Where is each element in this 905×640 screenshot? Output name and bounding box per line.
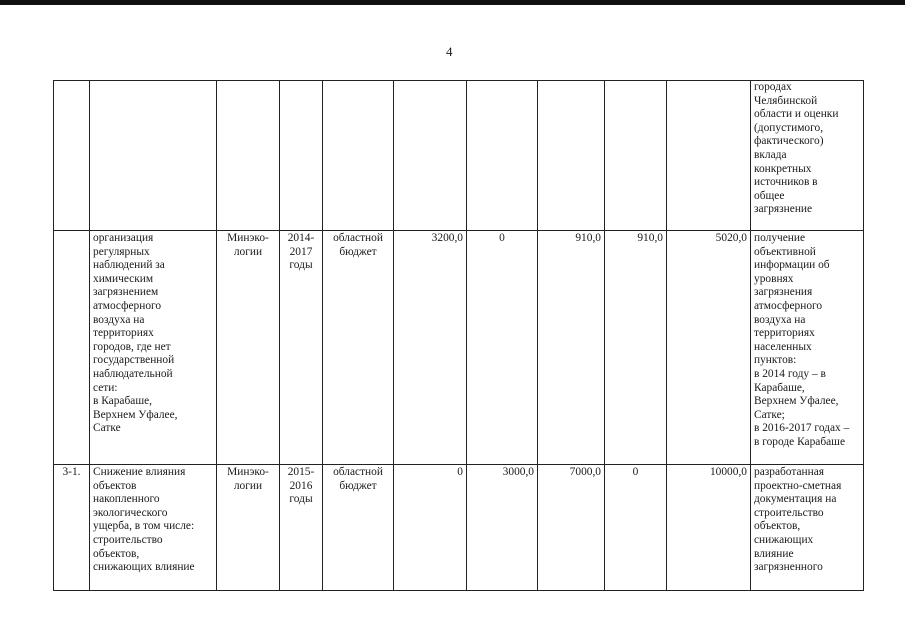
event-name-cell: Снижение влияния объектов накопленного экологического ущерба, в том числе: строительство объектов, снижающих влияние [90, 465, 217, 591]
program-measures-table [53, 80, 864, 591]
row-number-cell: 3-1. [54, 465, 90, 591]
event-name-cell [90, 81, 217, 231]
total-amount-cell [667, 81, 751, 231]
amount-cell-3: 910,0 [538, 231, 605, 465]
total-amount-cell: 5020,0 [667, 231, 751, 465]
table-row [54, 465, 864, 591]
page-number: 4 [446, 44, 453, 59]
amount-cell-4: 910,0 [605, 231, 667, 465]
period-cell: 2015- 2016 годы [280, 465, 323, 591]
executor-cell: Минэко- логии [217, 231, 280, 465]
top-border-rule [0, 0, 905, 5]
amount-cell-3 [538, 81, 605, 231]
amount-cell-2: 3000,0 [467, 465, 538, 591]
amount-cell-1: 0 [394, 465, 467, 591]
amount-cell-4: 0 [605, 465, 667, 591]
funding-source-cell [323, 81, 394, 231]
amount-cell-4 [605, 81, 667, 231]
expected-result-cell: городах Челябинской области и оценки (допустимого, фактического) вклада конкретных источников в общее загрязнение [751, 81, 864, 231]
expected-result-cell: получение объективной информации об уровнях загрязнения атмосферного воздуха на территориях населенных пунктов: в 2014 году – в Карабаше, Верхнем Уфалее, Сатке; в 2016-2017 годах – в городе Карабаше [751, 231, 864, 465]
amount-cell-2 [467, 81, 538, 231]
amount-cell-2: 0 [467, 231, 538, 465]
executor-cell: Минэко- логии [217, 465, 280, 591]
funding-source-cell: областной бюджет [323, 465, 394, 591]
row-number-cell [54, 231, 90, 465]
funding-source-cell: областной бюджет [323, 231, 394, 465]
amount-cell-3: 7000,0 [538, 465, 605, 591]
period-cell [280, 81, 323, 231]
executor-cell [217, 81, 280, 231]
expected-result-cell: разработанная проектно-сметная документация на строительство объектов, снижающих влияние загрязненного [751, 465, 864, 591]
total-amount-cell: 10000,0 [667, 465, 751, 591]
event-name-cell: организация регулярных наблюдений за химическим загрязнением атмосферного воздуха на территориях городов, где нет государственной наблюдательной сети: в Карабаше, Верхнем Уфалее, Сатке [90, 231, 217, 465]
table-row [54, 231, 864, 465]
period-cell: 2014- 2017 годы [280, 231, 323, 465]
row-number-cell [54, 81, 90, 231]
amount-cell-1 [394, 81, 467, 231]
table-row [54, 81, 864, 231]
amount-cell-1: 3200,0 [394, 231, 467, 465]
